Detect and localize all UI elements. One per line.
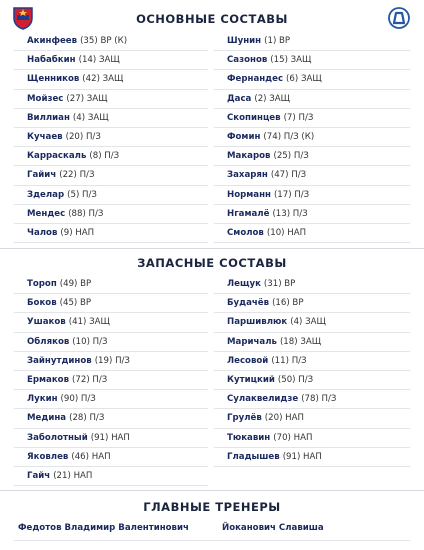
player-name[interactable]: Чалов <box>27 227 58 238</box>
player-row[interactable] <box>214 333 410 352</box>
player-row[interactable] <box>14 352 208 371</box>
player-number-position: (22) П/З <box>59 170 95 181</box>
player-name[interactable]: Зайнутдинов <box>27 355 92 366</box>
player-name[interactable]: Захарян <box>227 170 268 181</box>
player-number-position: (14) ЗАЩ <box>78 55 120 66</box>
player-number-position: (4) ЗАЩ <box>72 112 109 123</box>
player-number-position: (90) П/З <box>60 394 96 405</box>
player-number-position: (9) НАП <box>60 227 95 238</box>
player-row[interactable] <box>14 294 208 313</box>
player-row[interactable] <box>214 147 410 166</box>
player-name[interactable]: Виллиан <box>27 112 70 123</box>
player-name[interactable]: Ушаков <box>27 317 66 328</box>
subs-away-list <box>214 275 410 467</box>
player-row[interactable] <box>214 294 410 313</box>
player-name[interactable]: Зделар <box>27 189 65 200</box>
player-row[interactable] <box>14 333 208 352</box>
away-coach[interactable]: Йоканович Славиша <box>222 523 324 533</box>
player-number-position: (47) П/З <box>270 170 307 181</box>
player-number-position: (50) П/З <box>277 375 314 386</box>
player-name[interactable]: Обляков <box>27 336 70 347</box>
player-row[interactable] <box>14 275 208 294</box>
home-coach[interactable]: Федотов Владимир Валентинович <box>18 523 189 533</box>
player-name[interactable]: Маричаль <box>227 336 277 347</box>
coaches-title: ГЛАВНЫЕ ТРЕНЕРЫ <box>143 500 281 514</box>
player-row[interactable] <box>214 128 410 147</box>
player-name[interactable]: Набабкин <box>27 55 76 66</box>
player-number-position: (35) ВР (К) <box>80 36 128 47</box>
player-name[interactable]: Гладышев <box>227 451 280 462</box>
player-number-position: (70) НАП <box>273 432 313 443</box>
player-name[interactable]: Акинфеев <box>27 36 78 47</box>
player-name[interactable]: Тороп <box>27 279 57 290</box>
starting-lineups-title: ОСНОВНЫЕ СОСТАВЫ <box>136 12 288 26</box>
player-row[interactable] <box>214 224 410 243</box>
player-number-position: (11) П/З <box>271 355 307 366</box>
player-row[interactable] <box>214 313 410 332</box>
player-name[interactable]: Карраскаль <box>27 151 87 162</box>
player-row[interactable] <box>214 429 410 448</box>
player-row[interactable] <box>214 390 410 409</box>
player-row[interactable] <box>14 390 208 409</box>
player-row[interactable] <box>14 205 208 224</box>
player-name[interactable]: Заболотный <box>27 432 88 443</box>
player-name[interactable]: Сазонов <box>227 55 268 66</box>
player-row[interactable] <box>214 70 410 89</box>
player-number-position: (74) П/З (К) <box>263 132 315 143</box>
player-number-position: (31) ВР <box>263 279 296 290</box>
player-name[interactable]: Фомин <box>227 132 261 143</box>
player-row[interactable] <box>14 90 208 109</box>
player-row[interactable] <box>214 109 410 128</box>
player-row[interactable] <box>214 275 410 294</box>
starting-away-list <box>214 32 410 243</box>
player-row[interactable] <box>14 429 208 448</box>
player-name[interactable]: Нгамалё <box>227 208 270 219</box>
player-name[interactable]: Макаров <box>227 151 271 162</box>
starting-home-list <box>14 32 208 243</box>
player-row[interactable] <box>14 313 208 332</box>
player-number-position: (10) НАП <box>266 227 307 238</box>
player-number-position: (91) НАП <box>282 451 322 462</box>
player-name[interactable]: Ермаков <box>27 375 70 386</box>
player-name[interactable]: Грулёв <box>227 413 262 424</box>
player-name[interactable]: Щенников <box>27 74 80 85</box>
player-number-position: (27) ЗАЩ <box>66 93 108 104</box>
player-number-position: (41) ЗАЩ <box>68 317 110 328</box>
player-name[interactable]: Скопинцев <box>227 112 281 123</box>
player-row[interactable] <box>14 32 208 51</box>
player-row[interactable] <box>214 32 410 51</box>
player-name[interactable]: Боков <box>27 298 57 309</box>
player-row[interactable] <box>14 70 208 89</box>
player-name[interactable]: Медина <box>27 413 67 424</box>
player-number-position: (20) П/З <box>65 132 101 143</box>
player-number-position: (2) ЗАЩ <box>254 93 291 104</box>
player-name[interactable]: Яковлев <box>27 451 69 462</box>
player-number-position: (49) ВР <box>59 279 92 290</box>
player-row[interactable] <box>14 166 208 185</box>
player-number-position: (78) П/З <box>301 394 337 405</box>
player-row[interactable] <box>214 448 410 467</box>
player-number-position: (42) ЗАЩ <box>82 74 124 85</box>
player-row[interactable] <box>14 467 208 486</box>
player-name[interactable]: Даса <box>227 93 252 104</box>
player-name[interactable]: Мойзес <box>27 93 64 104</box>
player-number-position: (25) П/З <box>273 151 309 162</box>
player-row[interactable] <box>214 205 410 224</box>
player-number-position: (46) НАП <box>71 451 111 462</box>
player-number-position: (28) П/З <box>69 413 105 424</box>
player-number-position: (13) П/З <box>272 208 308 219</box>
player-name[interactable]: Лесовой <box>227 355 269 366</box>
player-row[interactable] <box>14 51 208 70</box>
player-row[interactable] <box>14 409 208 428</box>
player-number-position: (15) ЗАЩ <box>270 55 312 66</box>
player-name[interactable]: Кутицкий <box>227 375 275 386</box>
player-row[interactable] <box>14 224 208 243</box>
player-number-position: (10) П/З <box>72 336 108 347</box>
player-number-position: (18) ЗАЩ <box>279 336 322 347</box>
subs-home-list <box>14 275 208 486</box>
player-number-position: (19) П/З <box>94 355 130 366</box>
substitutes-title: ЗАПАСНЫЕ СОСТАВЫ <box>137 256 287 270</box>
player-name[interactable]: Лещук <box>227 279 261 290</box>
player-row[interactable] <box>14 147 208 166</box>
player-number-position: (6) ЗАЩ <box>286 74 322 85</box>
player-row[interactable] <box>214 90 410 109</box>
player-name[interactable]: Смолов <box>227 227 264 238</box>
player-number-position: (7) П/З <box>283 112 314 123</box>
player-number-position: (20) НАП <box>264 413 304 424</box>
player-name[interactable]: Мендес <box>27 208 66 219</box>
player-row[interactable] <box>14 448 208 467</box>
player-name[interactable]: Норманн <box>227 189 271 200</box>
player-number-position: (1) ВР <box>264 36 291 47</box>
player-name[interactable]: Паршивлюк <box>227 317 288 328</box>
player-name[interactable]: Кучаев <box>27 132 63 143</box>
player-name[interactable]: Сулаквелидзе <box>227 394 299 405</box>
player-number-position: (72) П/З <box>72 375 108 386</box>
player-name[interactable]: Гайич <box>27 170 57 181</box>
player-number-position: (5) П/З <box>67 189 97 200</box>
player-row[interactable] <box>214 186 410 205</box>
player-row[interactable] <box>14 371 208 390</box>
player-row[interactable] <box>14 186 208 205</box>
player-name[interactable]: Шунин <box>227 36 262 47</box>
player-number-position: (4) ЗАЩ <box>290 317 326 328</box>
coach-underline <box>14 540 410 541</box>
player-row[interactable] <box>214 166 410 185</box>
player-row[interactable] <box>214 352 410 371</box>
player-row[interactable] <box>214 409 410 428</box>
player-name[interactable]: Будачёв <box>227 298 270 309</box>
player-name[interactable]: Лукин <box>27 394 58 405</box>
player-row[interactable] <box>214 51 410 70</box>
player-name[interactable]: Тюкавин <box>227 432 271 443</box>
player-number-position: (21) НАП <box>53 470 93 481</box>
player-row[interactable] <box>14 109 208 128</box>
player-number-position: (88) П/З <box>68 208 104 219</box>
player-number-position: (16) ВР <box>272 298 304 309</box>
section-divider <box>0 490 424 491</box>
section-divider <box>0 248 424 249</box>
player-row[interactable] <box>214 371 410 390</box>
player-number-position: (17) П/З <box>273 189 310 200</box>
player-row[interactable] <box>14 128 208 147</box>
player-number-position: (91) НАП <box>90 432 130 443</box>
player-name[interactable]: Фернандес <box>227 74 284 85</box>
player-number-position: (8) П/З <box>89 151 120 162</box>
player-number-position: (45) ВР <box>59 298 92 309</box>
player-name[interactable]: Гайч <box>27 470 51 481</box>
